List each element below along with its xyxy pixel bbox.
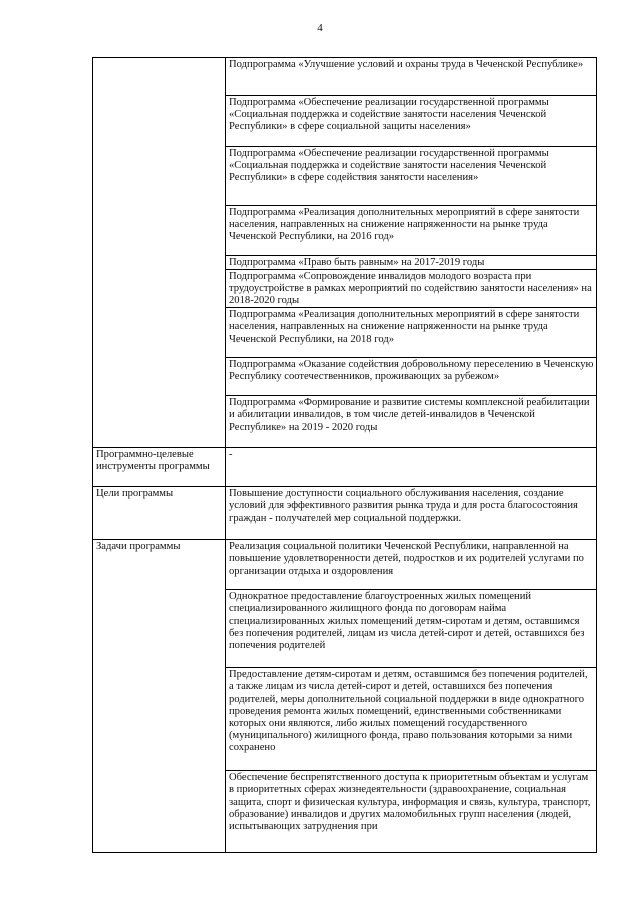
task-item: Предоставление детям-сиротам и детям, оставшимся без попечения родителей, а также лицам из числа детей-сирот и детей, оставшихся без попечения родителей, меры дополнительной социальной поддержки в виде однократного проведения ремонта жилых помещений, единственными собственниками которых они являются, либо жилых помещений государственного (муниципального) жилищного фонда, право пользования которыми за ними сохранено xyxy=(226,668,597,771)
subprogram-item: Подпрограмма «Формирование и развитие системы комплексной реабилитации и абилитации инвалидов, в том числе детей-инвалидов в Чеченской Республике» на 2019 - 2020 годы xyxy=(226,396,597,448)
passport-table xyxy=(92,57,597,853)
label-cell-empty xyxy=(93,58,226,448)
table-row xyxy=(93,487,597,540)
task-item: Однократное предоставление благоустроенных жилых помещений специализированного жилищного фонда по договорам найма специализированных жилых помещений детям-сиротам и детям, оставшимся без попечения родителей, лицам из числа детей-сирот и детей, оставшихся без попечения родителей xyxy=(226,590,597,668)
subprogram-item: Подпрограмма «Обеспечение реализации государственной программы «Социальная поддержка и содействие занятости населения Чеченской Республики» в сфере социальной защиты населения» xyxy=(226,96,597,147)
table-row xyxy=(93,58,597,96)
row-label: Цели программы xyxy=(93,487,226,540)
row-label: Задачи программы xyxy=(93,540,226,853)
task-item: Обеспечение беспрепятственного доступа к приоритетным объектам и услугам в приоритетных сферах жизнедеятельности (здравоохранение, социальная защита, спорт и физическая культура, информация и связь, культура, транспорт, образование) инвалидов и других маломобильных групп населения (людей, испытывающих затруднения при xyxy=(226,771,597,853)
subprogram-item: Подпрограмма «Обеспечение реализации государственной программы «Социальная поддержка и содействие занятости населения Чеченской Республики» в сфере содействия занятости населения» xyxy=(226,147,597,206)
subprogram-item: Подпрограмма «Улучшение условий и охраны труда в Чеченской Республике» xyxy=(226,58,597,96)
subprogram-item: Подпрограмма «Реализация дополнительных мероприятий в сфере занятости населения, направленных на снижение напряженности на рынке труда Чеченской Республики, на 2018 год» xyxy=(226,308,597,358)
subprogram-item: Подпрограмма «Оказание содействия добровольному переселению в Чеченскую Республику соотечественников, проживающих за рубежом» xyxy=(226,358,597,396)
row-value: Повышение доступности социального обслуживания населения, создание условий для эффективного развития рынка труда и для роста благосостояния граждан - получателей мер социальной поддержки. xyxy=(226,487,597,540)
subprogram-item: Подпрограмма «Право быть равным» на 2017-2019 годы xyxy=(226,256,597,270)
table-row xyxy=(93,540,597,590)
row-label: Программно-целевые инструменты программы xyxy=(93,448,226,487)
page-number: 4 xyxy=(317,22,323,34)
row-value: - xyxy=(226,448,597,487)
task-item: Реализация социальной политики Чеченской Республики, направленной на повышение удовлетворенности детей, подростков и их родителей услугами по организации отдыха и оздоровления xyxy=(226,540,597,590)
subprogram-item: Подпрограмма «Реализация дополнительных мероприятий в сфере занятости населения, направленных на снижение напряженности на рынке труда Чеченской Республики, на 2016 год» xyxy=(226,206,597,256)
subprogram-item: Подпрограмма «Сопровождение инвалидов молодого возраста при трудоустройстве в рамках мероприятий по содействию занятости населения» на 2018-2020 годы xyxy=(226,270,597,308)
table-row xyxy=(93,448,597,487)
